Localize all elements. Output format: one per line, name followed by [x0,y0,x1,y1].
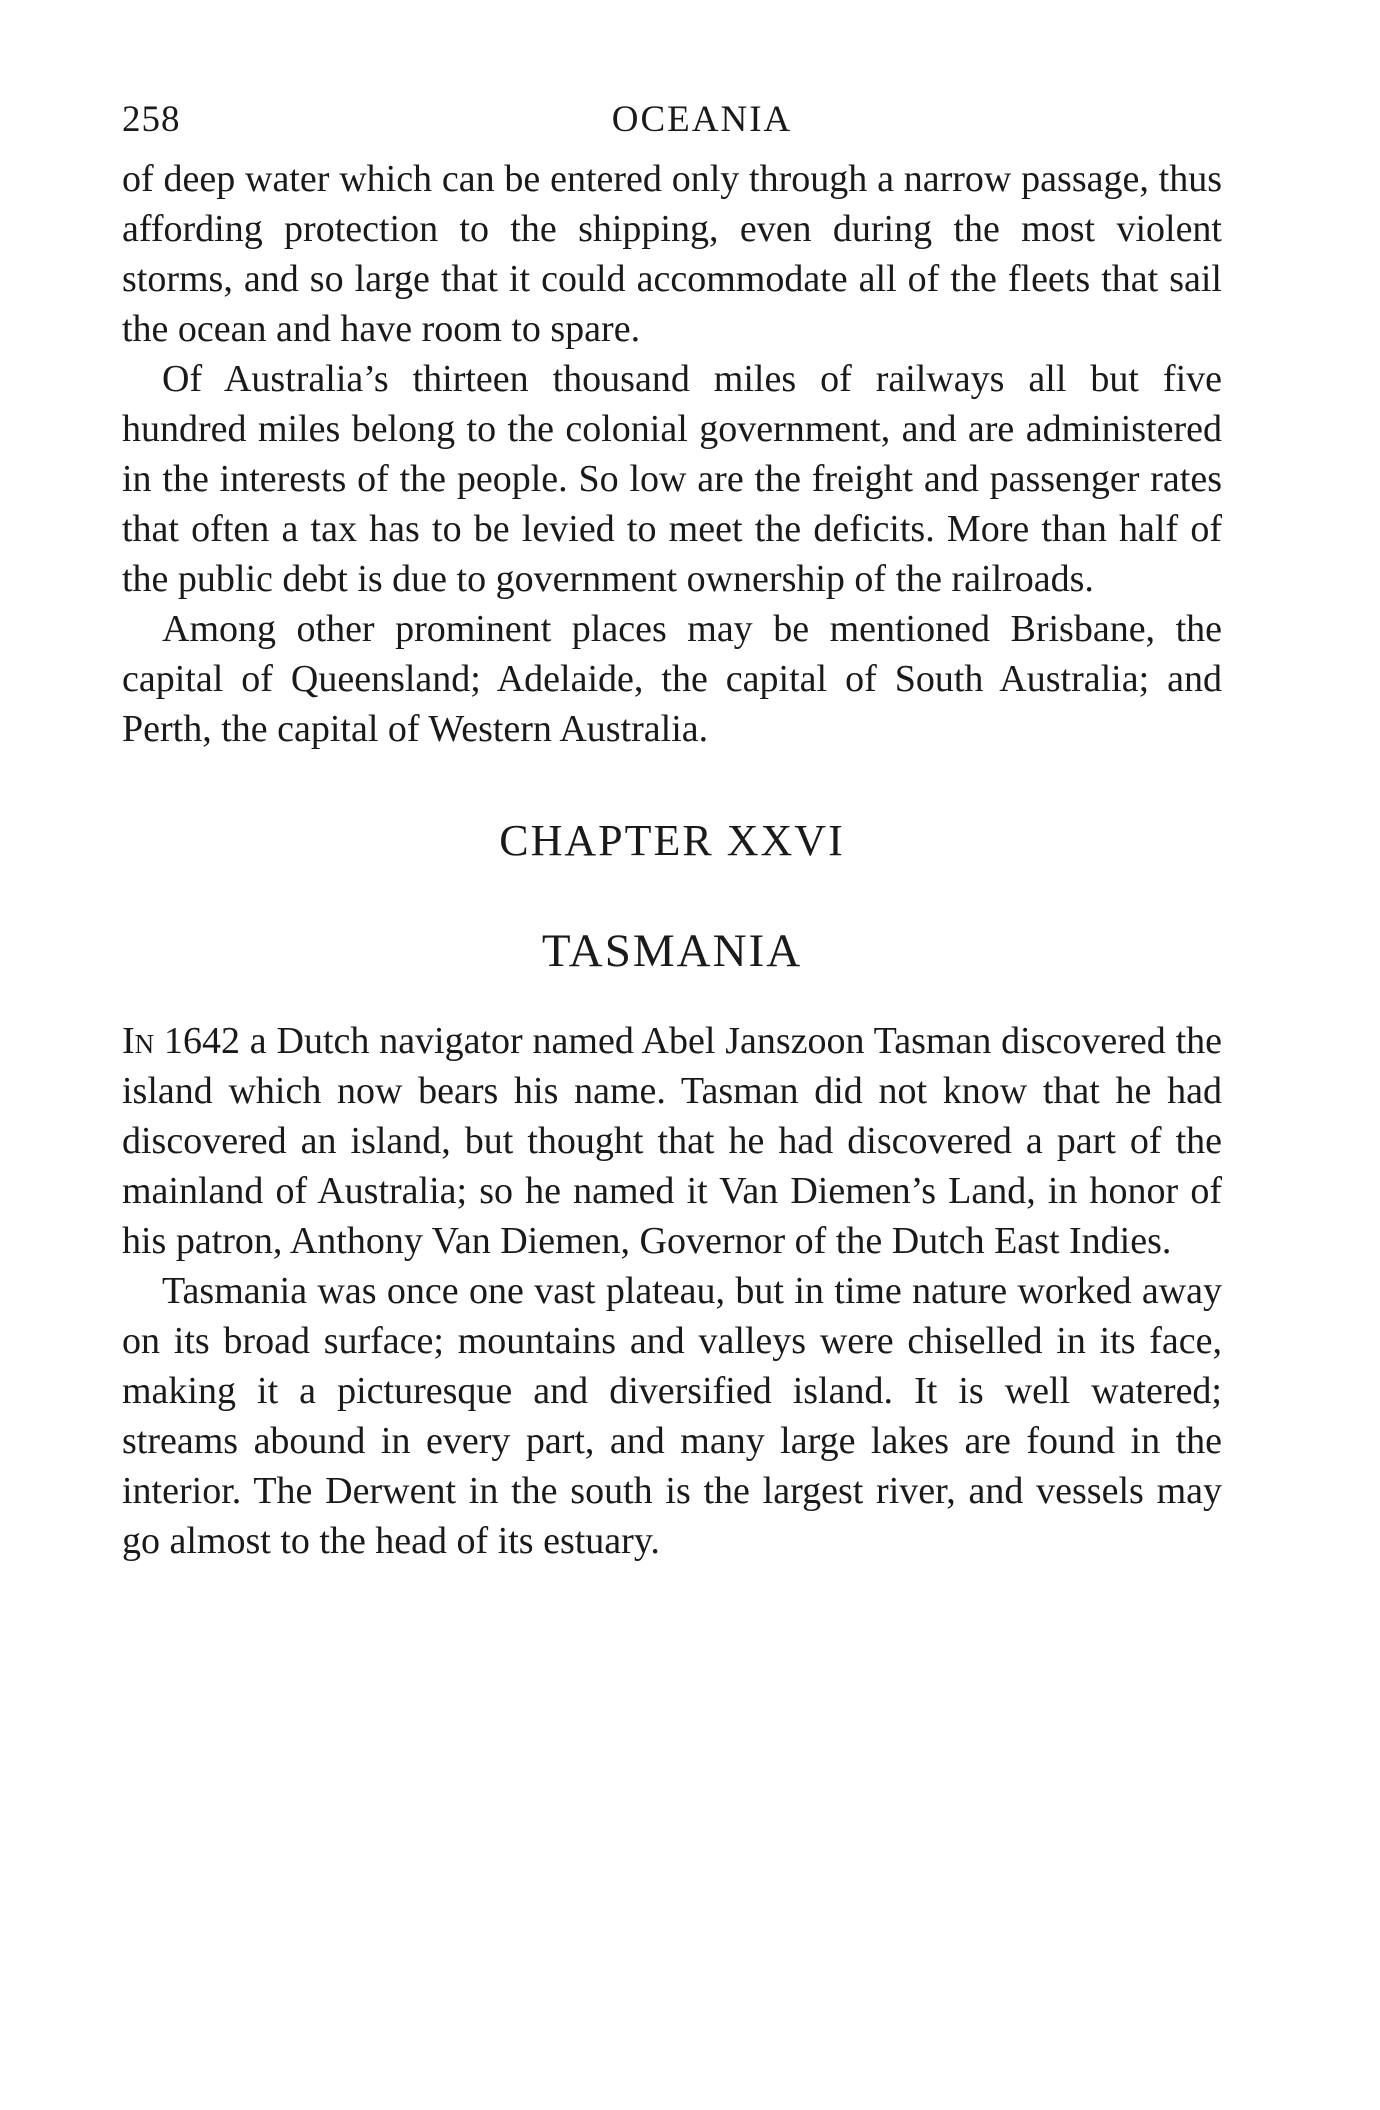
book-page [122,98,1222,1566]
continuation-paragraph: of deep water which can be entered only through a narrow passage, thus affording protection to the shipping, even during the most violent storms, and so large that it could accommodate all of the fleets that sail the ocean and have room to spare. [122,158,1222,350]
running-head [122,98,1222,154]
chapter-title: TASMANIA [541,925,803,977]
prominent-places-paragraph: Among other prominent places may be mentioned Brisbane, the capital of Queensland; Adelaide, the capital of South Australia; and Perth, the capital of Western Australia. [122,608,1222,750]
chapter-body [122,1016,1222,1566]
running-title: OCEANIA [611,99,793,140]
chapter-number: CHAPTER XXVI [499,816,845,865]
chapter-first-paragraph-text: 1642 a Dutch navigator named Abel Janszoon Tasman discovered the island which now bears his name. Tasman did not know that he had discovered an island, but thought that he had discovered a part of the mainland of Australia; so he named it Van Diemen’s Land, in honor of his patron, Anthony Van Diemen, Governor of the Dutch East Indies. [122,1020,1222,1262]
page-number: 258 [122,99,181,140]
chapter-lead-word: In [122,1020,155,1062]
chapter-second-paragraph: Tasmania was once one vast plateau, but in time nature worked away on its broad surface; mountains and valleys were chiselled in its face, making it a picturesque and diversified island. It is well watered; streams abound in every part, and many large lakes are found in the interior. The Derwent in the south is the largest river, and vessels may go almost to the head of its estuary. [122,1270,1222,1562]
railways-paragraph: Of Australia’s thirteen thousand miles of railways all but five hundred miles belong to the colonial government, and are administered in the interests of the people. So low are the freight and passenger rates that often a tax has to be levied to meet the deficits. More than half of the public debt is due to government ownership of the railroads. [122,358,1222,600]
chapter-first-paragraph [122,1016,1222,1266]
